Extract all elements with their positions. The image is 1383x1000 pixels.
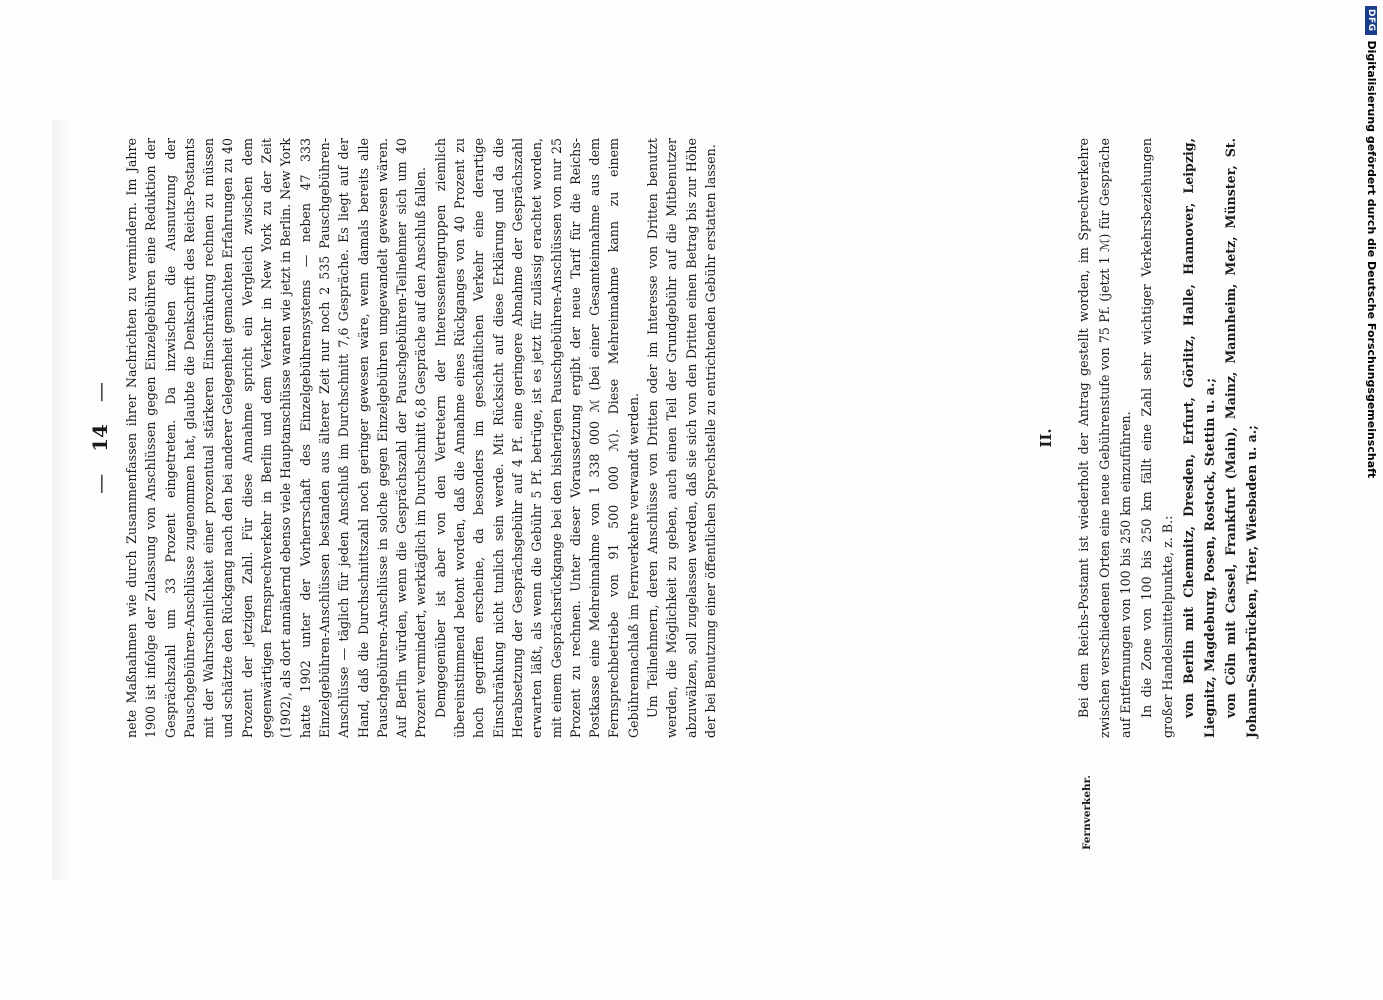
section-2-paragraph-1: Bei dem Reichs-Postamt ist wiederholt der Antrag gestellt worden, im Sprechverkehre zwischen verschiedenen Orten eine neue Gebührenstufe von 75 Pf. (jetzt 1 ℳ) für Gespräche auf Entfernungen von 100 bis 250 km einzuführen.: [1076, 138, 1133, 738]
section-2-list-coeln: von Cöln mit Cassel, Frankfurt (Main), Mainz, Mannheim, Metz, Münster, St. Johann-Saarbrücken, Trier, Wiesbaden u. a.;: [1223, 138, 1259, 738]
credit-text: Digitalisierung gefördert durch die Deutsche Forschungsgemeinschaft: [1365, 40, 1378, 479]
header-dash-right: —: [88, 382, 112, 403]
section-2-paragraph-2: In die Zone von 100 bis 250 km fällt eine Zahl sehr wichtiger Verkehrsbeziehungen großer Handelsmittelpunkte, z. B.:: [1139, 138, 1175, 738]
digitization-credit: [1365, 6, 1378, 478]
margin-note-fernverkehr: Fernverkehr.: [1081, 775, 1093, 850]
section-2-list-berlin: von Berlin mit Chemnitz, Dresden, Erfurt, Görlitz, Halle, Hannover, Leipzig, Liegnitz, Magdeburg, Posen, Rostock, Stettin u. a.;: [1181, 138, 1217, 738]
section-2-heading: II.: [1037, 428, 1055, 448]
dfg-logo: DFG: [1366, 6, 1378, 35]
page-header: [80, 138, 120, 738]
section-1-paragraph-2: Demgegenüber ist aber von den Vertretern der Interessentengruppen ziemlich übereinstimmend betont worden, daß die Annahme eines Rückganges von 40 Prozent zu hoch gegriffen erscheine, da besonders im geschäftlichen Verkehr eine derartige Einschränkung nicht tunlich sein werde. Mit Rücksicht auf diese Erklärung und da die Herabsetzung der Gesprächsgebühr auf 4 Pf. eine geringere Abnahme der Gesprächszahl erwarten läßt, als wenn die Gebühr 5 Pf. betrüge, ist es jetzt für zulässig erachtet worden, mit einem Gesprächsrückgange bei den bisherigen Pauschgebühren-Anschlüssen von nur 25 Prozent zu rechnen. Unter dieser Voraussetzung ergibt der neue Tarif für die Reichs-Postkasse eine Mehreinnahme von 1 338 000 ℳ (bei einer Gesamteinnahme aus dem Fernsprechbetriebe von 91 500 000 ℳ). Diese Mehreinnahme kann zu einem Gebührennachlaß im Fernverkehre verwandt werden.: [432, 138, 641, 738]
header-dash-left: —: [88, 473, 112, 494]
section-1-paragraph-3: Um Teilnehmern, deren Anschlüsse von Dritten oder im Interesse von Dritten benutzt werden, die Möglichkeit zu geben, auch einen Teil der Grundgebühr auf die Mitbenutzer abzuwälzen, soll zugelassen werden, daß sie sich von den Dritten einen Betrag bis zur Höhe der bei Benutzung einer öffentlichen Sprechstelle zu entrichtenden Gebühr erstatten lassen.: [645, 138, 718, 738]
section-1-paragraph-1: nete Maßnahmen wie durch Zusammenfassen ihrer Nachrichten zu vermindern. Im Jahre 1900 ist infolge der Zulassung von Anschlüssen gegen Einzelgebühren eine Reduktion der Gesprächszahl um 33 Prozent eingetreten. Da inzwischen die Ausnutzung der Pauschgebühren-Anschlüsse zugenommen hat, glaubte die Denkschrift des Reichs-Postamts mit der Wahrscheinlichkeit einer prozentual stärkeren Einschränkung rechnen zu müssen und schätzte den Rückgang nach den bei anderer Gelegenheit gemachten Erfahrungen zu 40 Prozent der jetzigen Zahl. Für diese Annahme spricht ein Vergleich zwischen dem gegenwärtigen Fernsprechverkehr in Berlin und dem Verkehr in New York zu der Zeit (1902), als dort annähernd ebenso viele Hauptanschlüsse waren wie jetzt in Berlin. New York hatte 1902 unter der Vorherrschaft des Einzelgebührensystems — neben 47 333 Einzelgebühren-Anschlüssen bestanden aus älterer Zeit nur noch 2 535 Pauschgebühren-Anschlüsse — täglich für jeden Anschluß im Durchschnitt 7,6 Gespräche. Es liegt auf der Hand, daß die Durchschnittszahl noch geringer gewesen wäre, wenn damals bereits alle Pauschgebühren-Anschlüsse in solche gegen Einzelgebühren umgewandelt gewesen wären. Auf Berlin würden, wenn die Gesprächszahl der Pauschgebühren-Teilnehmer sich um 40 Prozent vermindert, werktäglich im Durchschnitt 6,8 Gespräche auf den Anschluß fallen.: [124, 138, 429, 738]
page-number: 14: [88, 424, 112, 452]
